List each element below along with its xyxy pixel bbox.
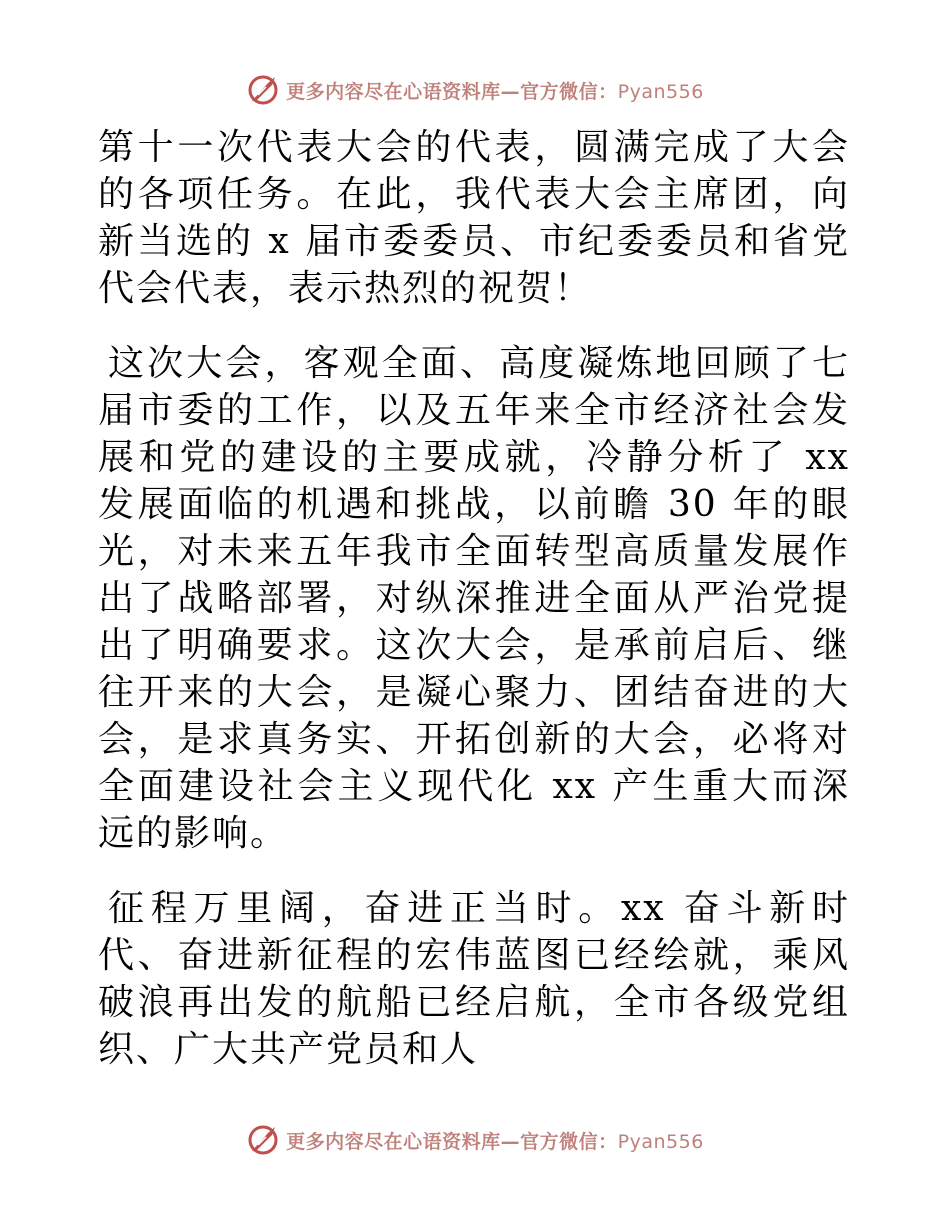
- header-banner: [0, 70, 950, 110]
- quill-logo-icon: [246, 1123, 280, 1157]
- footer-banner: [0, 1120, 950, 1160]
- footer-wechat-handle: Pyan556: [617, 1130, 704, 1153]
- paragraph-2: 这次大会，客观全面、高度凝炼地回顾了七届市委的工作，以及五年来全市经济社会发展和党的建设的主要成就，冷静分析了 xx 发展面临的机遇和挑战，以前瞻 30 年的眼光，对未来五年我市全面转型高质量发展作出了战略部署，对纵深推进全面从严治党提出了明确要求。这次大会，是承前启后、继往开来的大会，是凝心聚力、团结奋进的大会，是求真务实、开拓创新的大会，必将对全面建设社会主义现代化 xx 产生重大而深远的影响。: [98, 343, 850, 854]
- quill-logo-icon: [246, 73, 280, 107]
- paragraph-3: 征程万里阔，奋进正当时。xx 奋斗新时代、奋进新征程的宏伟蓝图已经绘就，乘风破浪再出发的航船已经启航，全市各级党组织、广大共产党员和人: [98, 888, 850, 1070]
- header-wechat-handle: Pyan556: [617, 80, 704, 103]
- paragraph-1: 第十一次代表大会的代表，圆满完成了大会的各项任务。在此，我代表大会主席团，向新当选的 x 届市委委员、市纪委委员和省党代会代表，表示热烈的祝贺！: [98, 127, 850, 309]
- document-body: [98, 124, 850, 1073]
- header-banner-text: 更多内容尽在心语资料库—官方微信：Pyan556: [286, 80, 704, 103]
- footer-banner-text: 更多内容尽在心语资料库—官方微信：Pyan556: [286, 1130, 704, 1153]
